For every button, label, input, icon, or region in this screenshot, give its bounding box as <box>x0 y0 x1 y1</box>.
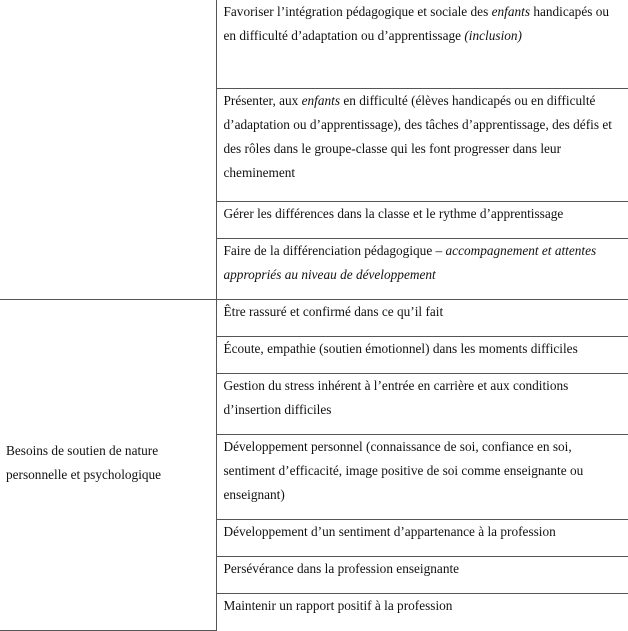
need-item: Gérer les différences dans la classe et le rythme d’apprentissage <box>216 202 628 239</box>
table-row <box>0 300 628 337</box>
need-item: Écoute, empathie (soutien émotionnel) dans les moments difficiles <box>216 337 628 374</box>
need-item: Être rassuré et confirmé dans ce qu’il fait <box>216 300 628 337</box>
need-item: Gestion du stress inhérent à l’entrée en carrière et aux conditions d’insertion difficiles <box>216 374 628 435</box>
need-item: Développement d’un sentiment d’appartenance à la profession <box>216 520 628 557</box>
need-item: Favoriser l’intégration pédagogique et sociale des enfants handicapés ou en difficulté d’adaptation ou d’apprentissage (inclusion) <box>216 0 628 89</box>
need-item: Faire de la différenciation pédagogique – accompagnement et attentes appropriés au niveau de développement <box>216 239 628 300</box>
need-item: Présenter, aux enfants en difficulté (élèves handicapés ou en difficulté d’adaptation ou d’apprentissage), des tâches d’apprentissage, des défis et des rôles dans le groupe-classe qui les font progresser dans leur cheminement <box>216 89 628 202</box>
category-cell-pedagogical <box>0 0 216 300</box>
need-item: Développement personnel (connaissance de soi, confiance en soi, sentiment d’efficacité, image positive de soi comme enseignante ou enseignant) <box>216 435 628 520</box>
category-cell-personal-psychological: Besoins de soutien de nature personnelle et psychologique <box>0 300 216 631</box>
need-item: Persévérance dans la profession enseignante <box>216 557 628 594</box>
table-row <box>0 0 628 89</box>
need-item: Maintenir un rapport positif à la profession <box>216 594 628 631</box>
